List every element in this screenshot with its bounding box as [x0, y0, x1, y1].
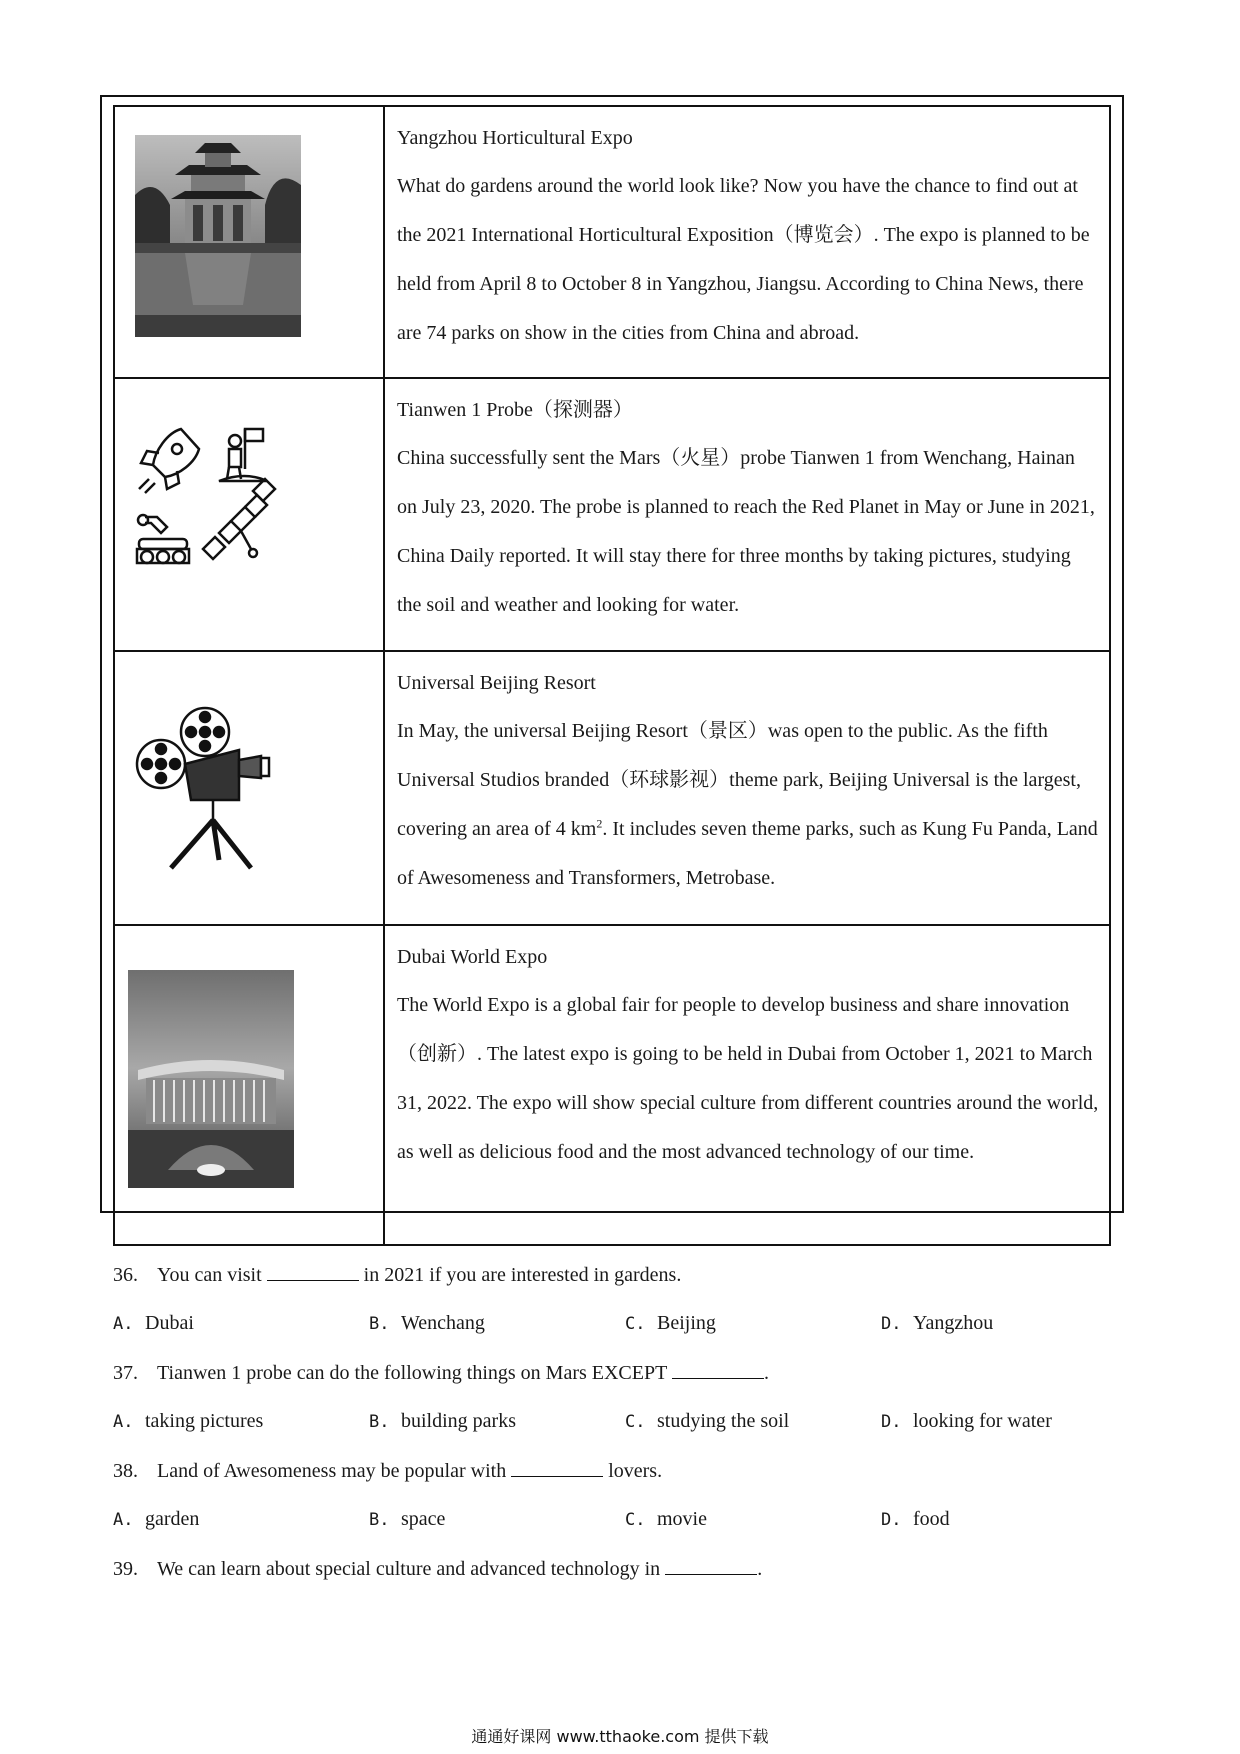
options-37: [113, 1410, 1113, 1440]
question-39: [113, 1556, 762, 1581]
question-stem: Tianwen 1 probe can do the following things on Mars EXCEPT: [157, 1362, 667, 1384]
question-stem: Land of Awesomeness may be popular with: [157, 1460, 507, 1482]
page-footer: 通通好课网 www.tthaoke.com 提供下载: [471, 1727, 769, 1746]
entry-body: [397, 707, 1099, 903]
table-row: [114, 651, 1110, 925]
answer-blank: [267, 1262, 359, 1281]
answer-blank: [665, 1556, 757, 1575]
entry-body: What do gardens around the world look like? Now you have the chance to find out at the 2021 International Horticultural Exposition（博览会）. The expo is planned to be held from April 8 to October 8 in Yangzhou, Jiangsu. According to China News, there are 74 parks on show in the cities from China and abroad.: [397, 175, 1090, 344]
table-row: [114, 106, 1110, 378]
picture-cell: [114, 106, 384, 378]
entry-title: Universal Beijing Resort: [397, 672, 596, 694]
entry-cell: [384, 106, 1110, 378]
picture-cell: [114, 651, 384, 925]
question-number: 39.: [113, 1558, 138, 1580]
option-c[interactable]: C. Beijing: [625, 1312, 716, 1334]
option-d[interactable]: D. Yangzhou: [881, 1312, 994, 1334]
entry-title: Dubai World Expo: [397, 946, 548, 968]
entry-title: Yangzhou Horticultural Expo: [397, 127, 633, 149]
answer-blank: [672, 1360, 764, 1379]
picture-cell: [114, 378, 384, 651]
entry-body: China successfully sent the Mars（火星）probe Tianwen 1 from Wenchang, Hainan on July 23, 2020. The probe is planned to reach the Red Planet in May or June in 2021, China Daily reported. It will stay there for three months by taking pictures, studying the soil and weather and looking for water.: [397, 447, 1095, 616]
question-stem: lovers.: [608, 1460, 663, 1482]
option-a[interactable]: A. taking pictures: [113, 1410, 264, 1432]
question-37: [113, 1360, 769, 1385]
option-d[interactable]: D. looking for water: [881, 1410, 1052, 1432]
option-a[interactable]: A. Dubai: [113, 1312, 194, 1334]
entry-cell: [384, 651, 1110, 925]
expo-building-photo: [128, 970, 294, 1188]
question-number: 38.: [113, 1460, 138, 1482]
question-number: 36.: [113, 1264, 138, 1286]
astronaut-flag-icon: [219, 429, 267, 481]
info-table: [113, 105, 1111, 1246]
entry-body-text: . It includes seven theme parks, such as Kung Fu Panda, Land of Awesomeness and Transformers, Metrobase.: [397, 818, 1098, 889]
entry-title: Tianwen 1 Probe（探测器）: [397, 399, 633, 421]
question-stem: in 2021 if you are interested in gardens.: [363, 1264, 682, 1286]
satellite-icon: [203, 479, 275, 559]
entry-body: The World Expo is a global fair for people to develop business and share innovation（创新）. The latest expo is going to be held in Dubai from October 1, 2021 to March 31, 2022. The expo will show special culture from different countries around the world, as well as delicious food and the most advanced technology of our time.: [397, 994, 1099, 1163]
film-projector-icon: [127, 700, 297, 870]
answer-blank: [511, 1458, 603, 1477]
entry-cell: [384, 925, 1110, 1245]
options-36: [113, 1312, 1113, 1342]
rover-icon: [137, 515, 189, 563]
picture-cell: [114, 925, 384, 1245]
question-stem: You can visit: [157, 1264, 262, 1286]
pagoda-garden-photo: [135, 135, 301, 337]
option-c[interactable]: C. movie: [625, 1508, 707, 1530]
option-b[interactable]: B. building parks: [369, 1410, 516, 1432]
option-c[interactable]: C. studying the soil: [625, 1410, 790, 1432]
table-row: [114, 925, 1110, 1245]
question-number: 37.: [113, 1362, 138, 1384]
question-36: [113, 1262, 681, 1287]
question-38: [113, 1458, 662, 1483]
option-b[interactable]: B. Wenchang: [369, 1312, 485, 1334]
options-38: [113, 1508, 1113, 1538]
entry-cell: [384, 378, 1110, 651]
question-stem: .: [763, 1362, 769, 1384]
space-icons: [133, 421, 283, 581]
rocket-icon: [139, 429, 199, 493]
option-d[interactable]: D. food: [881, 1508, 950, 1530]
table-row: [114, 378, 1110, 651]
question-stem: .: [757, 1558, 763, 1580]
superscript-2: 2: [596, 816, 603, 831]
option-a[interactable]: A. garden: [113, 1508, 200, 1530]
option-b[interactable]: B. space: [369, 1508, 446, 1530]
entry-body-text: In May, the universal Beijing Resort（景区）was open to the public. As the fifth Universal Studios branded（环球影视）theme park, Beijing Universal is the largest, covering an area of 4 km: [397, 720, 1081, 840]
question-stem: We can learn about special culture and advanced technology in: [157, 1558, 661, 1580]
